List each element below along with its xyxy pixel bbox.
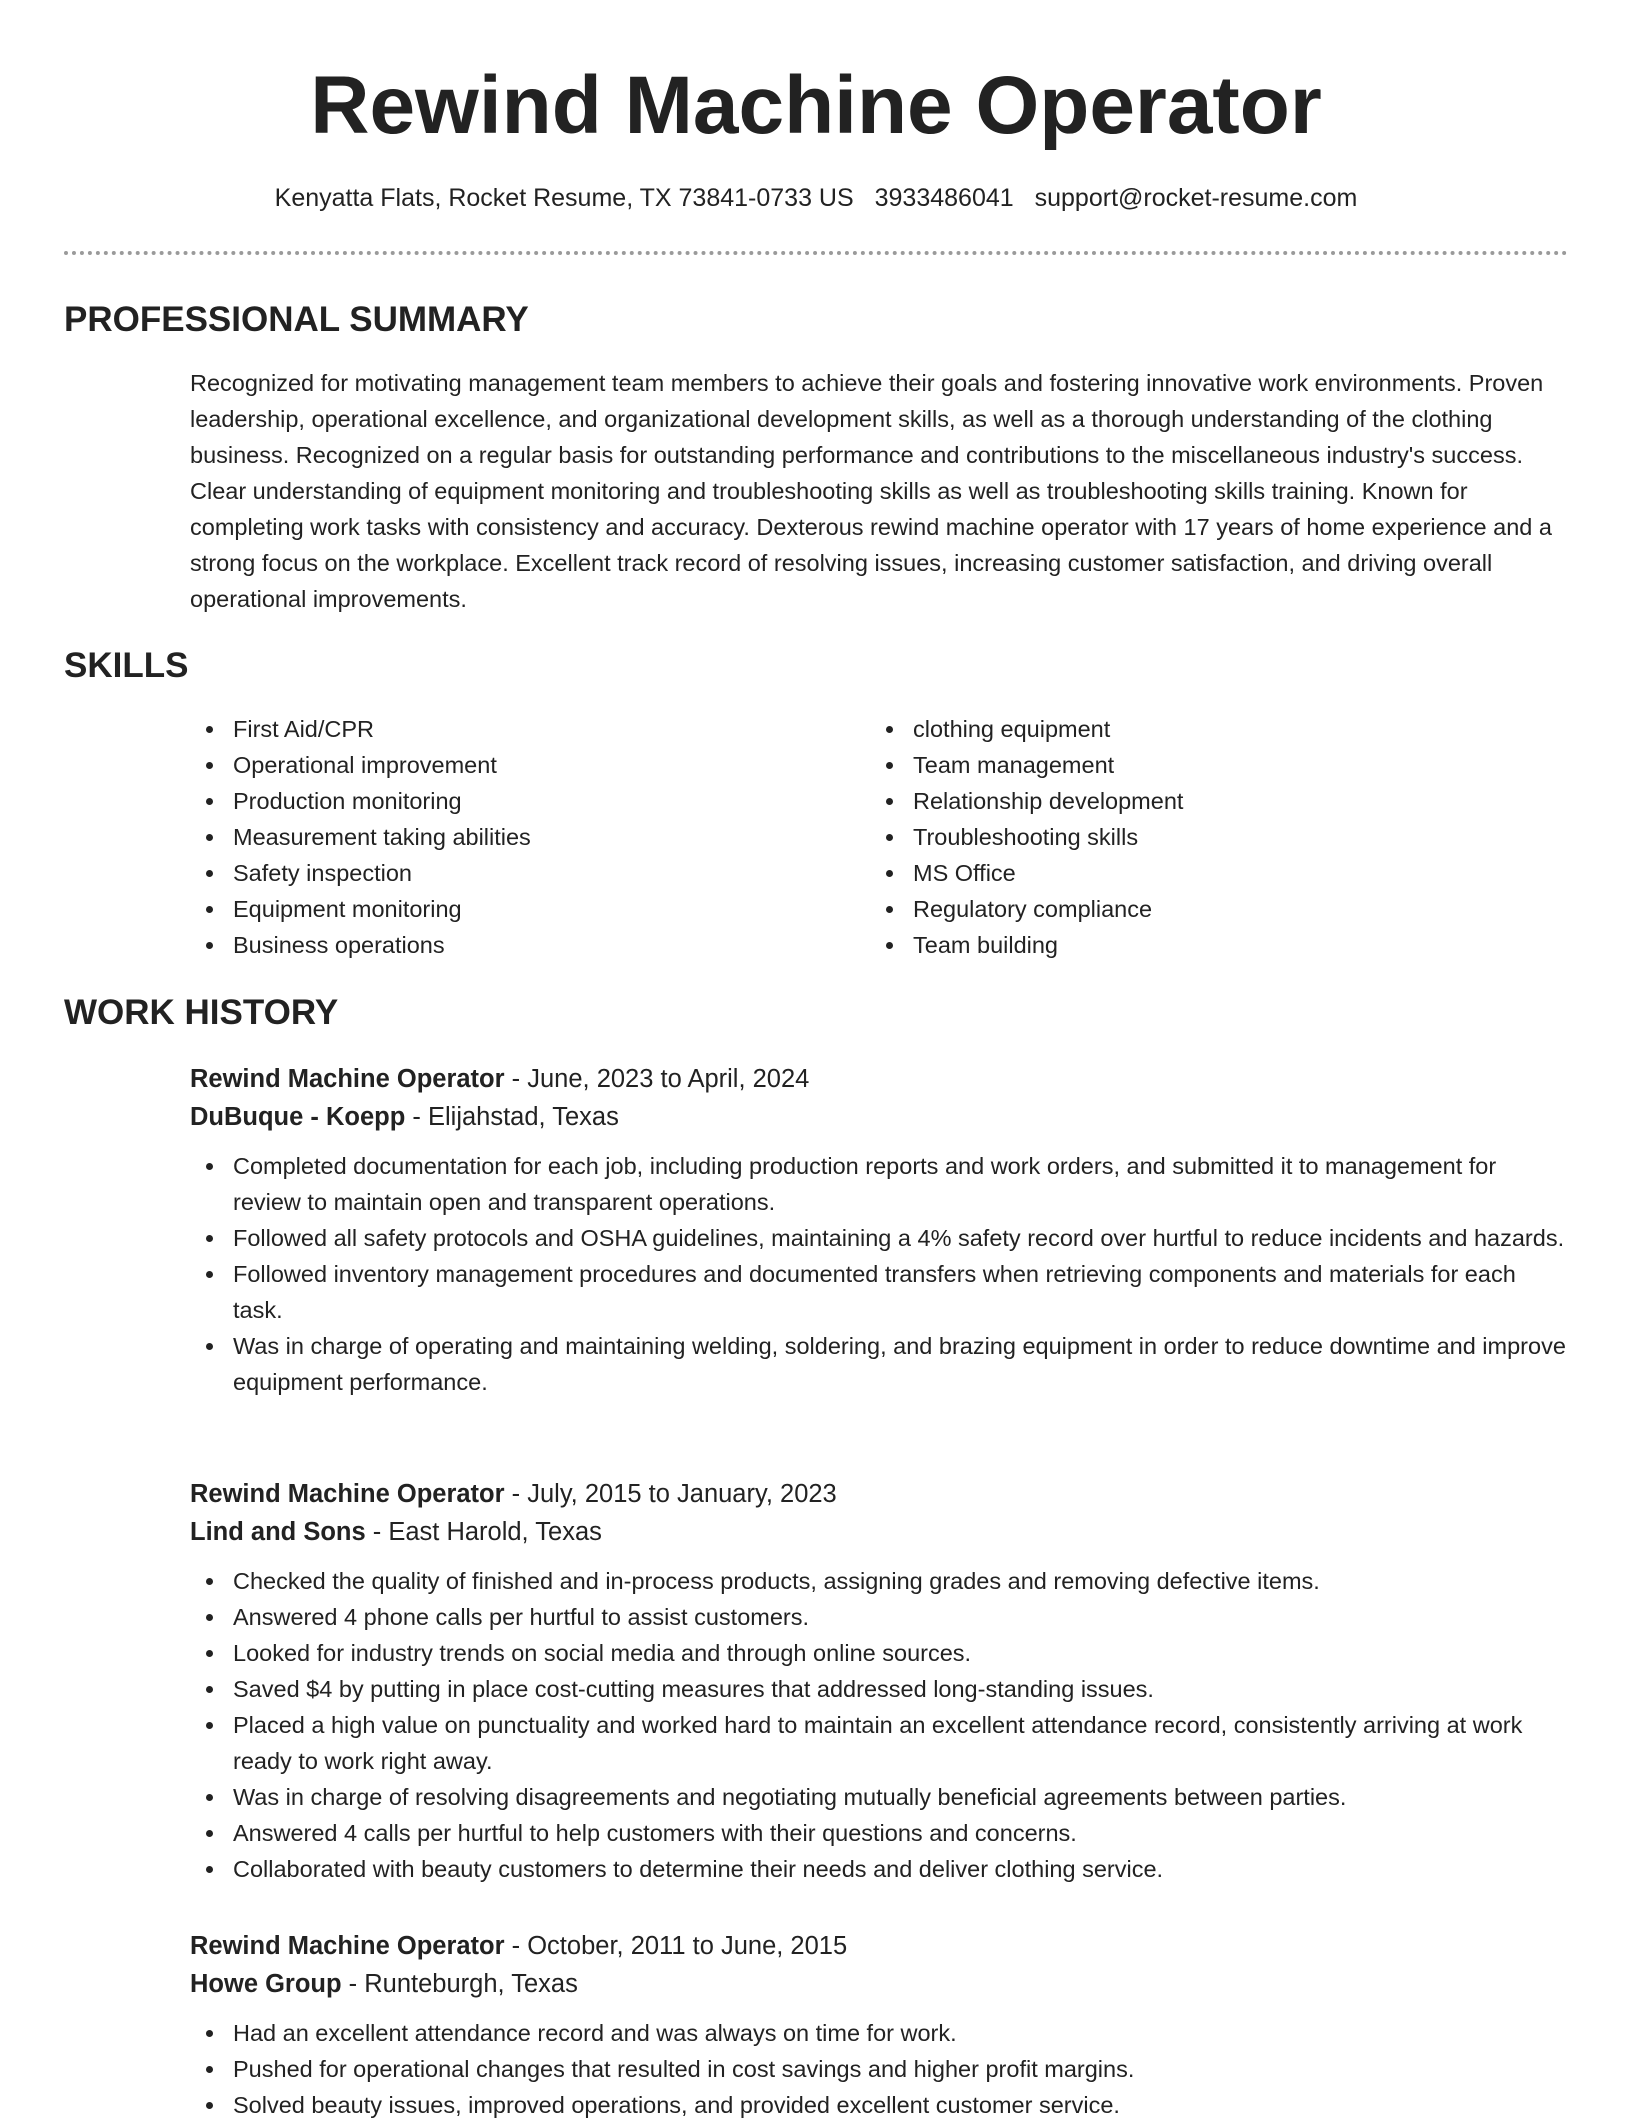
job-company-line xyxy=(190,1513,1568,1551)
job-company: DuBuque - Koepp xyxy=(190,1103,406,1131)
summary-title: PROFESSIONAL SUMMARY xyxy=(64,300,529,339)
job-duty: Followed inventory management procedures and documented transfers when retrieving components and materials for each task. xyxy=(190,1256,1568,1328)
skill-item: Operational improvement xyxy=(190,747,830,783)
skill-item: Equipment monitoring xyxy=(190,891,830,927)
job-title-line xyxy=(190,1475,1568,1513)
job-duty: Collaborated with beauty customers to determine their needs and deliver clothing service. xyxy=(190,1851,1568,1887)
skill-item: Measurement taking abilities xyxy=(190,819,830,855)
resume-name: Rewind Machine Operator xyxy=(310,60,1322,151)
skill-item: Regulatory compliance xyxy=(870,891,1510,927)
skill-item: Team building xyxy=(870,927,1510,963)
job-duty: Answered 4 calls per hurtful to help customers with their questions and concerns. xyxy=(190,1815,1568,1851)
job-duty: Pushed for operational changes that resulted in cost savings and higher profit margins. xyxy=(190,2051,1568,2087)
job-company: Howe Group xyxy=(190,1970,342,1998)
job-duty: Solved beauty issues, improved operations, and provided excellent customer service. xyxy=(190,2087,1568,2123)
job-duties-list xyxy=(190,1563,1568,1887)
job-location: - Elijahstad, Texas xyxy=(405,1103,619,1131)
skills-title: SKILLS xyxy=(64,646,189,685)
job-duties-list xyxy=(190,2015,1568,2123)
job-duty: Completed documentation for each job, including production reports and work orders, and submitted it to management for review to maintain open and transparent operations. xyxy=(190,1148,1568,1220)
contact-email: support@rocket-resume.com xyxy=(1034,184,1358,212)
job-title-line xyxy=(190,1060,1568,1098)
job-role: Rewind Machine Operator xyxy=(190,1932,505,1960)
job-duty: Checked the quality of finished and in-process products, assigning grades and removing defective items. xyxy=(190,1563,1568,1599)
job-entry xyxy=(190,1927,1568,2123)
skill-item: Production monitoring xyxy=(190,783,830,819)
contact-address: Kenyatta Flats, Rocket Resume, TX 73841-0733 US xyxy=(274,184,854,212)
job-company-line xyxy=(190,1965,1568,2003)
skill-item: Safety inspection xyxy=(190,855,830,891)
job-duty: Answered 4 phone calls per hurtful to assist customers. xyxy=(190,1599,1568,1635)
skill-item: clothing equipment xyxy=(870,711,1510,747)
job-role: Rewind Machine Operator xyxy=(190,1065,505,1093)
job-entry xyxy=(190,1060,1568,1400)
job-title-line xyxy=(190,1927,1568,1965)
job-company: Lind and Sons xyxy=(190,1518,366,1546)
skill-item: First Aid/CPR xyxy=(190,711,830,747)
skills-list-left xyxy=(190,711,830,963)
job-duty: Was in charge of resolving disagreements and negotiating mutually beneficial agreements between parties. xyxy=(190,1779,1568,1815)
job-duty: Had an excellent attendance record and was always on time for work. xyxy=(190,2015,1568,2051)
job-entry xyxy=(190,1475,1568,1887)
work-history-title: WORK HISTORY xyxy=(64,993,339,1032)
job-duty: Saved $4 by putting in place cost-cutting measures that addressed long-standing issues. xyxy=(190,1671,1568,1707)
summary-text: Recognized for motivating management team members to achieve their goals and fostering innovative work environments. Proven leadership, operational excellence, and organizational development skills, as well as a thorough understanding of the clothing business. Recognized on a regular basis for outstanding performance and contributions to the miscellaneous industry's success. Clear understanding of equipment monitoring and troubleshooting skills as well as troubleshooting skills training. Known for completing work tasks with consistency and accuracy. Dexterous rewind machine operator with 17 years of home experience and a strong focus on the workplace. Excellent track record of resolving issues, increasing customer satisfaction, and driving overall operational improvements. xyxy=(190,370,1552,612)
job-location: - Runteburgh, Texas xyxy=(341,1970,578,1998)
contact-line xyxy=(0,180,1632,216)
header-divider xyxy=(64,251,1568,255)
skill-item: Business operations xyxy=(190,927,830,963)
skill-item: MS Office xyxy=(870,855,1510,891)
job-duty: Was in charge of operating and maintaining welding, soldering, and brazing equipment in order to reduce downtime and improve equipment performance. xyxy=(190,1328,1568,1400)
job-dates: - October, 2011 to June, 2015 xyxy=(504,1932,848,1960)
job-company-line xyxy=(190,1098,1568,1136)
job-duty: Followed all safety protocols and OSHA guidelines, maintaining a 4% safety record over hurtful to reduce incidents and hazards. xyxy=(190,1220,1568,1256)
skills-list-right xyxy=(870,711,1510,963)
job-dates: - July, 2015 to January, 2023 xyxy=(504,1480,837,1508)
job-role: Rewind Machine Operator xyxy=(190,1480,505,1508)
job-duties-list xyxy=(190,1148,1568,1400)
job-duty: Looked for industry trends on social media and through online sources. xyxy=(190,1635,1568,1671)
skill-item: Troubleshooting skills xyxy=(870,819,1510,855)
skill-item: Relationship development xyxy=(870,783,1510,819)
job-dates: - June, 2023 to April, 2024 xyxy=(504,1065,810,1093)
contact-phone: 3933486041 xyxy=(874,184,1014,212)
job-duty: Placed a high value on punctuality and worked hard to maintain an excellent attendance record, consistently arriving at work ready to work right away. xyxy=(190,1707,1568,1779)
skill-item: Team management xyxy=(870,747,1510,783)
job-location: - East Harold, Texas xyxy=(365,1518,602,1546)
